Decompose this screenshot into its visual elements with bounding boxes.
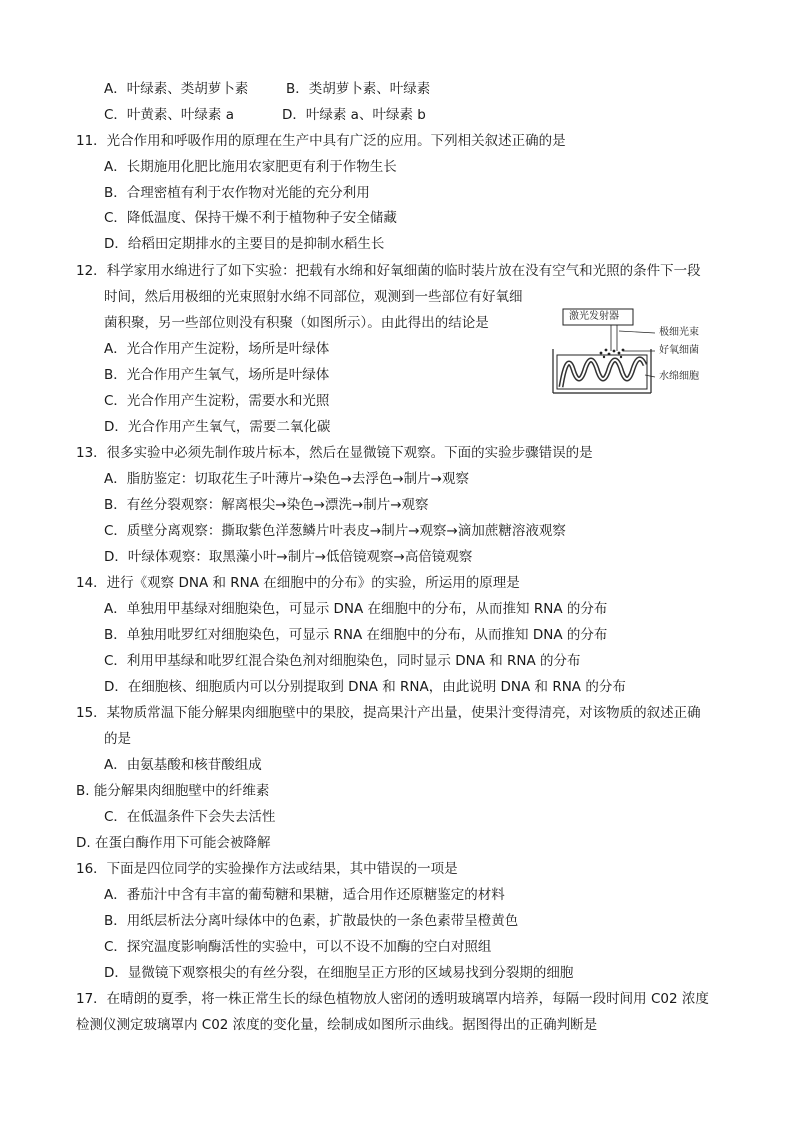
bacteria-dot — [608, 353, 611, 356]
bacteria-dot — [613, 350, 616, 353]
q10-option-b: B．类胡萝卜素、叶绿素 — [286, 81, 431, 97]
q15-option-a: A．由氨基酸和核苷酸组成 — [104, 757, 262, 773]
q11-option-b: B．合理密植有利于农作物对光能的充分利用 — [104, 185, 370, 201]
q17-stem-line-2: 检测仪测定玻璃罩内 C02 浓度的变化量，绘制成如图所示曲线。据图得出的正确判断是 — [76, 1017, 598, 1033]
q12-option-a: A．光合作用产生淀粉，场所是叶绿体 — [104, 341, 330, 357]
q13-option-d: D．叶绿体观察：取黑藻小叶→制片→低倍镜观察→高倍镜观察 — [104, 549, 473, 565]
q11-option-a: A．长期施用化肥比施用农家肥更有利于作物生长 — [104, 159, 397, 175]
q16-stem: 16．下面是四位同学的实验操作方法或结果，其中错误的一项是 — [76, 861, 458, 877]
q15-stem-line-2: 的是 — [104, 731, 131, 747]
q12-option-d: D．光合作用产生氧气，需要二氧化碳 — [104, 419, 331, 435]
bacteria-dot — [618, 352, 621, 355]
q14-option-b: B．单独用吡罗红对细胞染色，可显示 RNA 在细胞中的分布，从而推知 DNA 的分布 — [104, 627, 608, 643]
q10-option-c: C．叶黄素、叶绿素 a — [104, 107, 234, 123]
q11-option-d: D．给稻田定期排水的主要目的是抑制水稻生长 — [104, 236, 385, 252]
q14-stem: 14．进行《观察 DNA 和 RNA 在细胞中的分布》的实验，所运用的原理是 — [76, 575, 520, 591]
q12-stem-line-3: 菌积聚，另一些部位则没有积聚（如图所示）。由此得出的结论是 — [104, 315, 489, 331]
leader-line-beam — [619, 331, 655, 333]
q10-option-a: A．叶绿素、类胡萝卜素 — [104, 81, 249, 97]
bacteria-dot — [620, 356, 622, 358]
light-beam-label: 极细光束 — [659, 327, 699, 338]
bacteria-dot — [605, 349, 608, 352]
q12-option-c: C．光合作用产生淀粉，需要水和光照 — [104, 393, 330, 409]
q12-figure — [551, 307, 761, 399]
bacteria-dot — [600, 352, 603, 355]
q10-option-d: D．叶绿素 a、叶绿素 b — [282, 107, 426, 123]
q16-option-a: A．番茄汁中含有丰富的葡萄糖和果糖，适合用作还原糖鉴定的材料 — [104, 887, 505, 903]
q10-options-row-2 — [104, 106, 426, 124]
q17-stem-line-1: 17．在晴朗的夏季，将一株正常生长的绿色植物放人密闭的透明玻璃罩内培养，每隔一段时间用 C02 浓度 — [76, 991, 709, 1007]
q11-option-c: C．降低温度、保持干燥不利于植物种子安全储藏 — [104, 210, 397, 226]
aerobic-bacteria-label: 好氧细菌 — [659, 345, 699, 356]
q10-options-row-1 — [104, 80, 430, 98]
q13-option-c: C．质壁分离观察：撕取紫色洋葱鳞片叶表皮→制片→观察→滴加蔗糖溶液观察 — [104, 523, 566, 539]
q13-option-a: A．脂肪鉴定：切取花生子叶薄片→染色→去浮色→制片→观察 — [104, 471, 469, 487]
bacteria-dot — [603, 356, 605, 358]
laser-emitter-label: 激光发射器 — [569, 311, 619, 322]
q13-option-b: B．有丝分裂观察：解离根尖→染色→漂洗→制片→观察 — [104, 497, 429, 513]
q14-option-c: C．利用甲基绿和吡罗红混合染色剂对细胞染色，同时显示 DNA 和 RNA 的分布 — [104, 653, 581, 669]
q12-stem-line-1: 12．科学家用水绵进行了如下实验：把载有水绵和好氧细菌的临时装片放在没有空气和光照的条件下一段 — [76, 263, 701, 279]
q16-option-b: B．用纸层析法分离叶绿体中的色素，扩散最快的一条色素带呈橙黄色 — [104, 913, 519, 929]
q15-stem-line-1: 15．某物质常温下能分解果肉细胞壁中的果胶，提高果汁产出量，使果汁变得清亮，对该物质的叙述正确 — [76, 705, 701, 721]
q11-stem: 11．光合作用和呼吸作用的原理在生产中具有广泛的应用。下列相关叙述正确的是 — [76, 133, 566, 149]
q15-option-b: B. 能分解果肉细胞壁中的纤维素 — [76, 783, 270, 799]
spiral-chloroplast-highlight — [561, 359, 645, 387]
q16-option-c: C．探究温度影响酶活性的实验中，可以不设不加酶的空白对照组 — [104, 939, 492, 955]
q12-stem-line-2: 时间，然后用极细的光束照射水绵不同部位，观测到一些部位有好氧细 — [104, 289, 523, 305]
q14-option-a: A．单独用甲基绿对细胞染色，可显示 DNA 在细胞中的分布，从而推知 RNA 的分布 — [104, 601, 608, 617]
q15-option-c: C．在低温条件下会失去活性 — [104, 809, 276, 825]
q16-option-d: D．显微镜下观察根尖的有丝分裂，在细胞呈正方形的区域易找到分裂期的细胞 — [104, 965, 574, 981]
q13-stem: 13．很多实验中必须先制作玻片标本，然后在显微镜下观察。下面的实验步骤错误的是 — [76, 445, 593, 461]
q12-option-b: B．光合作用产生氧气，场所是叶绿体 — [104, 367, 330, 383]
q14-option-d: D．在细胞核、细胞质内可以分别提取到 DNA 和 RNA，由此说明 DNA 和 RNA 的分布 — [104, 679, 626, 695]
q15-option-d: D. 在蛋白酶作用下可能会被降解 — [76, 835, 271, 851]
spirogyra-cell-label: 水绵细胞 — [659, 371, 699, 382]
